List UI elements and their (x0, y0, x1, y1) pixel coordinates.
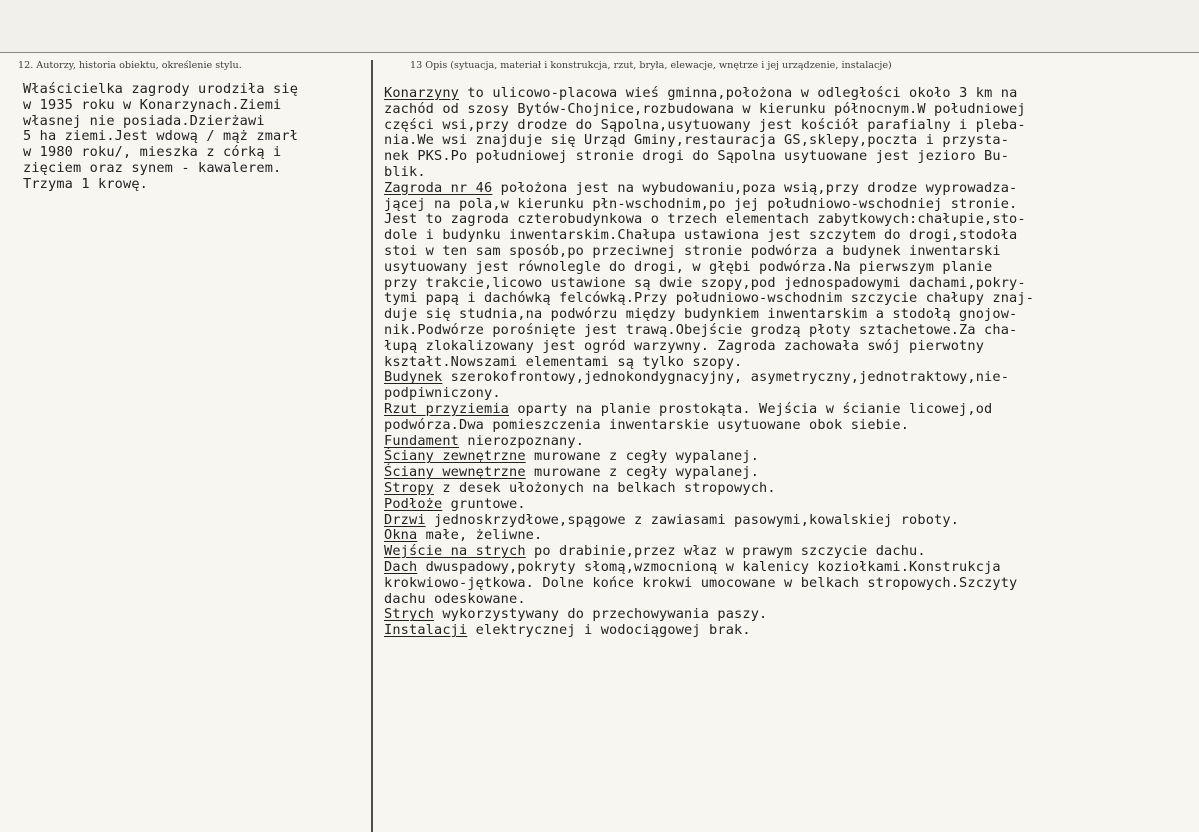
description-line (384, 228, 1034, 244)
description-line (384, 244, 1034, 260)
description-line (384, 276, 1034, 292)
description-line (384, 607, 1034, 623)
description-line (384, 291, 1034, 307)
description-line (384, 339, 1034, 355)
description-line (384, 623, 1034, 639)
description-line (384, 513, 1034, 529)
description-text: po drabinie,przez właz w prawym szczycie dachu. (525, 543, 926, 560)
left-text-line: w 1980 roku/, mieszka z córką i (23, 144, 282, 161)
description-text: szerokofrontowy,jednokondygnacyjny, asymetryczny,jednotraktowy,nie- (442, 369, 1010, 386)
description-text: części wsi,przy drodze do Sąpolna,usytuowany jest kościół parafialny i pleba- (384, 116, 1026, 133)
description-text: jącej na pola,w kierunku płn-wschodnim,po jej południowo-wschodniej stronie. (384, 195, 1018, 212)
section-13-header: 13 Opis (sytuacja, materiał i konstrukcja, rzut, bryła, elewacje, wnętrze i jej urządzenie, instalacje) (410, 60, 892, 71)
description-text: stoi w ten sam sposób,po przeciwnej stronie podwórza a budynek inwentarski (384, 242, 1001, 259)
description-text: nek PKS.Po południowej stronie drogi do Sąpolna usytuowane jest jezioro Bu- (384, 148, 1010, 165)
description-line (384, 576, 1034, 592)
section-heading: Okna (384, 527, 418, 544)
description-text: podpiwniczony. (384, 385, 501, 402)
left-text-line: 5 ha ziemi.Jest wdową / mąż zmarł (23, 128, 299, 145)
description-text: krokwiowo-jętkowa. Dolne końce krokwi umocowane w belkach stropowych.Szczyty (384, 574, 1018, 591)
description-text: przy trakcie,licowo ustawione są dwie szopy,pod jednospadowymi dachami,pokry- (384, 274, 1026, 291)
description-line (384, 86, 1034, 102)
description-text: jednoskrzydłowe,spągowe z zawiasami pasowymi,kowalskiej roboty. (425, 511, 960, 528)
description-text: dole i budynku inwentarskim.Chałupa ustawiona jest szczytem do drogi,stodoła (384, 227, 1018, 244)
description-line (384, 449, 1034, 465)
description-line (384, 165, 1034, 181)
description-text: wykorzystywany do przechowywania paszy. (434, 606, 768, 623)
description-text: elektrycznej i wodociągowej brak. (467, 622, 751, 639)
description-line (384, 355, 1034, 371)
description-text: dwuspadowy,pokryty słomą,wzmocnioną w kalenicy koziołkami.Konstrukcja (417, 558, 1001, 575)
description-line (384, 260, 1034, 276)
left-text-line: własnej nie posiada.Dzierżawi (23, 112, 265, 129)
description-line (384, 133, 1034, 149)
description-text: z desek ułożonych na belkach stropowych. (434, 479, 776, 496)
description-text: nia.We wsi znajduje się Urząd Gminy,restauracja GS,sklepy,poczta i przysta- (384, 132, 1010, 149)
description-text: duje się studnia,na podwórzu między budynkiem inwentarskim a stodołą gnojow- (384, 306, 1018, 323)
section-heading: Strych (384, 606, 435, 623)
description-line (384, 465, 1034, 481)
description-text: Jest to zagroda czterobudynkowa o trzech elementach zabytkowych:chałupie,sto- (384, 211, 1026, 228)
section-heading: Budynek (384, 369, 443, 386)
description-text: gruntowe. (442, 495, 526, 512)
description-line (384, 197, 1034, 213)
description-text: małe, żeliwne. (417, 527, 543, 544)
description-line (384, 212, 1034, 228)
section-12-header: 12. Autorzy, historia obiektu, określenie stylu. (18, 60, 242, 71)
left-text-line: zięciem oraz synem - kawalerem. (23, 159, 282, 176)
description-text: blik. (384, 163, 426, 180)
section-heading: Drzwi (384, 511, 426, 528)
section-heading: Wejście na strych (384, 543, 526, 560)
description-text: tymi papą i dachówką felcówką.Przy południowo-wschodnim szczycie chałupy znaj- (384, 290, 1035, 307)
description-line (384, 370, 1034, 386)
description-line (384, 560, 1034, 576)
section-heading: Dach (384, 558, 418, 575)
description-line (384, 386, 1034, 402)
section-heading: Instalacji (384, 622, 468, 639)
description-text: kształt.Nowszami elementami są tylko szopy. (384, 353, 743, 370)
scan-top-margin (0, 0, 1199, 53)
section-heading: Konarzyny (384, 85, 460, 101)
left-text-line: w 1935 roku w Konarzynach.Ziemi (23, 96, 282, 113)
description-text: łupą zlokalizowany jest ogród warzywny. Zagroda zachowała swój pierwotny (384, 337, 985, 354)
description-line (384, 402, 1034, 418)
section-heading: Rzut przyziemia (384, 400, 510, 417)
section-heading: Stropy (384, 479, 435, 496)
section-heading: Podłoże (384, 495, 443, 512)
description-text: dachu odeskowane. (384, 590, 526, 607)
description-line (384, 181, 1034, 197)
left-text-line: Trzyma 1 krowę. (23, 175, 149, 192)
description-text: oparty na planie prostokąta. Wejścia w ścianie licowej,od (509, 400, 993, 417)
right-column-text (384, 86, 1034, 639)
description-line (384, 149, 1034, 165)
description-text: to ulicowo-placowa wieś gminna,położona w odległości około 3 km na (459, 85, 1018, 101)
description-line (384, 544, 1034, 560)
section-heading: Ściany wewnętrzne (384, 464, 526, 481)
description-line (384, 481, 1034, 497)
description-text: nik.Podwórze porośnięte jest trawą.Obejście grodzą płoty sztachetowe.Za cha- (384, 321, 1018, 338)
description-text: położona jest na wybudowaniu,poza wsią,przy drodze wyprowadza- (492, 179, 1018, 196)
description-text: usytuowany jest równolegle do drogi, w głębi podwórza.Na pierwszym planie (384, 258, 993, 275)
column-divider (371, 60, 373, 832)
description-line (384, 497, 1034, 513)
description-line (384, 418, 1034, 434)
description-text: zachód od szosy Bytów-Chojnice,rozbudowana w kierunku północnym.W południowej (384, 100, 1026, 117)
description-line (384, 592, 1034, 608)
description-line (384, 434, 1034, 450)
description-line (384, 102, 1034, 118)
section-heading: Fundament (384, 432, 460, 449)
left-column-text (23, 82, 298, 193)
description-line (384, 323, 1034, 339)
description-text: nierozpoznany. (459, 432, 585, 449)
description-text: murowane z cegły wypalanej. (525, 448, 760, 465)
left-text-line: Właścicielka zagrody urodziła się (23, 81, 299, 97)
section-heading: Ściany zewnętrzne (384, 448, 526, 465)
description-line (384, 307, 1034, 323)
description-line (384, 118, 1034, 134)
description-line (384, 528, 1034, 544)
description-text: murowane z cegły wypalanej. (525, 464, 760, 481)
description-text: podwórza.Dwa pomieszczenia inwentarskie usytuowane obok siebie. (384, 416, 910, 433)
section-heading: Zagroda nr 46 (384, 179, 493, 196)
